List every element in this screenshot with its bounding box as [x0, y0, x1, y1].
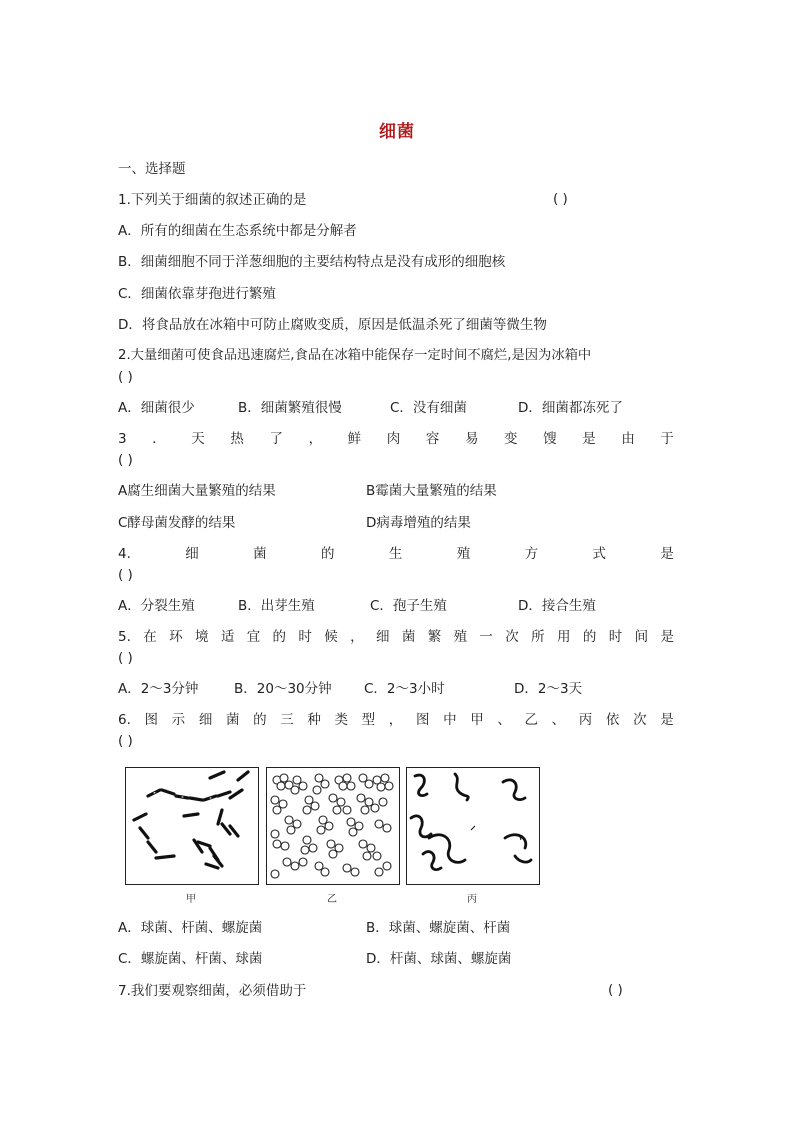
question-6-option-b: B．球菌、螺旋菌、杆菌 [366, 920, 511, 936]
page-title: 细菌 [379, 122, 415, 142]
section-heading: 一、选择题 [118, 161, 186, 177]
question-4-option-c: C．孢子生殖 [370, 598, 447, 614]
figure-label-yi: 乙 [327, 894, 337, 905]
question-4-answer-blank: ( ) [118, 567, 133, 583]
question-6-option-c: C．螺旋菌、杆菌、球菌 [118, 951, 263, 967]
question-2-option-d: D．细菌都冻死了 [518, 400, 623, 416]
question-3-option-d: D病毒增殖的结果 [366, 515, 471, 531]
coccus-bacteria-drawing [267, 768, 399, 884]
question-5-option-b: B．20～30分钟 [234, 681, 332, 697]
figure-spiral-bacteria [406, 767, 540, 885]
question-3-option-c: C酵母菌发酵的结果 [118, 515, 236, 531]
question-2-option-b: B．细菌繁殖很慢 [238, 400, 342, 416]
question-5-option-d: D．2～3天 [514, 681, 583, 697]
figure-coccus-bacteria [266, 767, 400, 885]
figure-label-bing: 丙 [467, 894, 477, 905]
question-5-answer-blank: ( ) [118, 650, 133, 666]
question-3-option-b: B霉菌大量繁殖的结果 [366, 483, 497, 499]
question-2-answer-blank: ( ) [118, 369, 133, 385]
question-4-option-d: D．接合生殖 [518, 598, 596, 614]
question-1-answer-blank: ( ) [553, 191, 568, 207]
figure-label-jia: 甲 [186, 894, 196, 905]
question-6-stem: 6. 图 示 细 菌 的 三 种 类 型 ， 图 中 甲 、 乙 、 丙 依 次 是 [118, 712, 674, 728]
question-6-answer-blank: ( ) [118, 733, 133, 749]
question-3-answer-blank: ( ) [118, 452, 133, 468]
question-4-option-b: B．出芽生殖 [238, 598, 315, 614]
question-2-option-c: C．没有细菌 [390, 400, 467, 416]
question-1-option-d: D．将食品放在冰箱中可防止腐败变质，原因是低温杀死了细菌等微生物 [118, 317, 547, 333]
question-3-option-a: A腐生细菌大量繁殖的结果 [118, 483, 276, 499]
question-4-option-a: A．分裂生殖 [118, 598, 195, 614]
question-2-option-a: A．细菌很少 [118, 400, 195, 416]
question-7-answer-blank: ( ) [608, 982, 623, 998]
question-6-option-d: D．杆菌、球菌、螺旋菌 [366, 951, 512, 967]
question-7-stem: 7.我们要观察细菌，必须借助于 [118, 983, 307, 999]
question-6-option-a: A．球菌、杆菌、螺旋菌 [118, 920, 263, 936]
question-1-option-c: C．细菌依靠芽孢进行繁殖 [118, 286, 276, 302]
question-1-stem: 1.下列关于细菌的叙述正确的是 [118, 192, 307, 208]
question-1-option-b: B．细菌细胞不同于洋葱细胞的主要结构特点是没有成形的细胞核 [118, 254, 506, 270]
question-1-option-a: A．所有的细菌在生态系统中都是分解者 [118, 223, 357, 239]
question-5-option-c: C．2～3小时 [364, 681, 445, 697]
question-5-option-a: A．2～3分钟 [118, 681, 199, 697]
question-4-stem: 4. 细 菌 的 生 殖 方 式 是 [118, 546, 674, 562]
spiral-bacteria-drawing [407, 768, 539, 884]
rod-bacteria-drawing [126, 768, 258, 884]
question-3-stem: 3 ． 天 热 了 ， 鲜 肉 容 易 变 馊 是 由 于 [118, 431, 674, 447]
question-2-stem: 2.大量细菌可使食品迅速腐烂,食品在冰箱中能保存一定时间不腐烂,是因为冰箱中 [118, 348, 592, 363]
question-5-stem: 5. 在 环 境 适 宜 的 时 候 ， 细 菌 繁 殖 一 次 所 用 的 时 间 是 [118, 629, 674, 645]
figure-rod-bacteria [125, 767, 259, 885]
